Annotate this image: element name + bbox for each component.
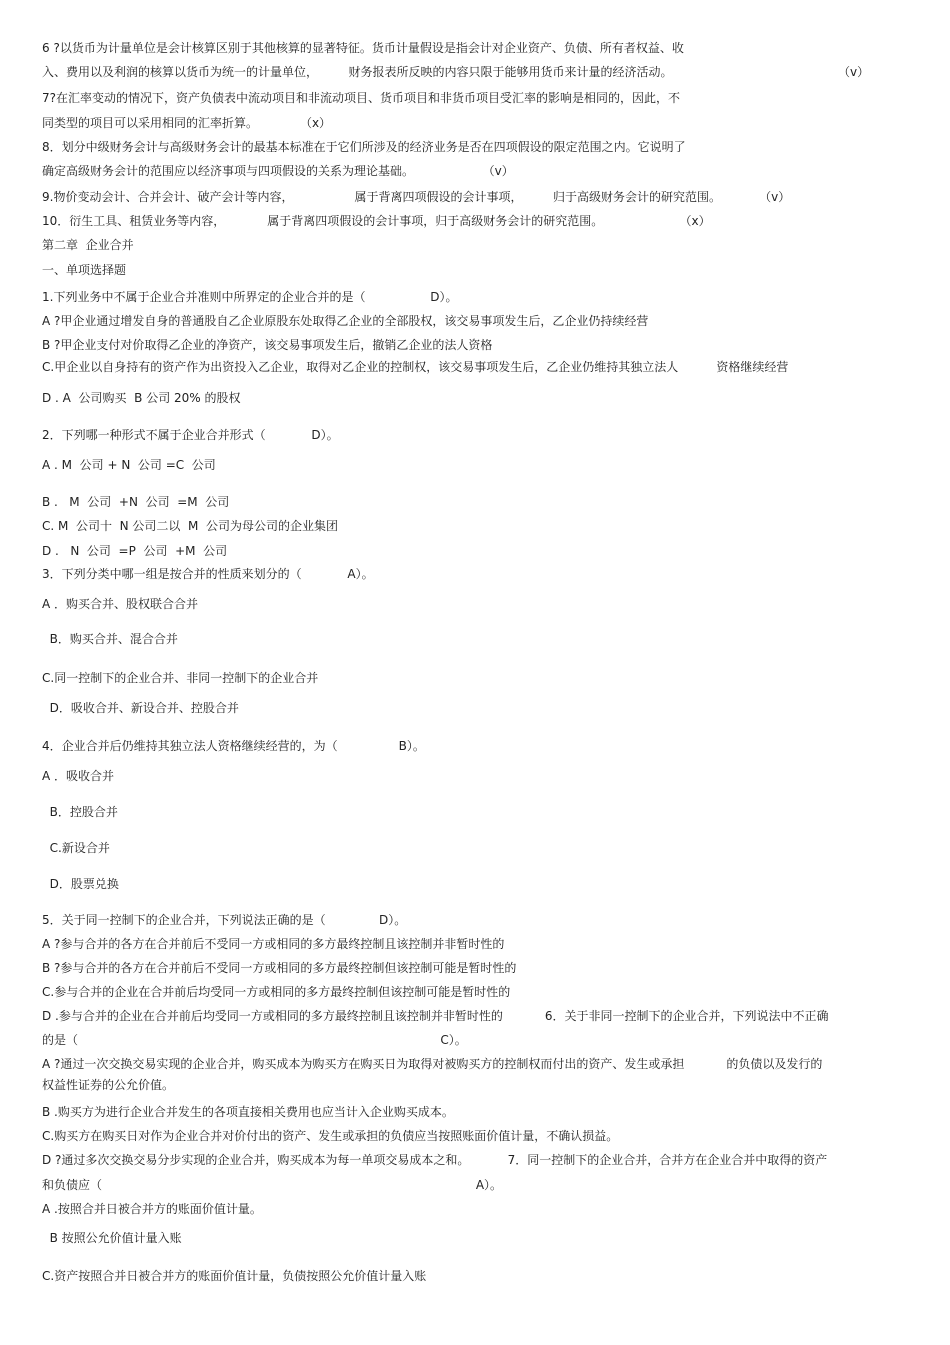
text-line: 入、费用以及利润的核算以货币为统一的计量单位， 财务报表所反映的内容只限于能够用货币来计量的经济活动。 <box>42 65 673 79</box>
text-line: A . M 公司 + N 公司 =C 公司 <box>42 458 216 472</box>
answer-q6: （ⅴ） <box>838 65 870 79</box>
text-line: A ?甲企业通过增发自身的普通股自乙企业原股东处取得乙企业的全部股权，该交易事项发生后，乙企业仍持续经营 <box>42 314 649 328</box>
text-line: C.参与合并的企业在合并前后均受同一方或相同的多方最终控制但该控制可能是暂时性的 <box>42 985 511 999</box>
text-line: B . M 公司 +N 公司 =M 公司 <box>42 495 230 509</box>
text-line: 3．下列分类中哪一组是按合并的性质来划分的（ A）。 <box>42 567 374 581</box>
text-line: 6 ?以货币为计量单位是会计核算区别于其他核算的显著特征。货币计量假设是指会计对企业资产、负债、所有者权益、收 <box>42 41 684 55</box>
text-line: B．控股合并 <box>42 805 118 819</box>
text-line: 4．企业合并后仍维持其独立法人资格继续经营的，为（ B）。 <box>42 739 425 753</box>
text-line: D . A 公司购买 B 公司 20% 的股权 <box>42 391 241 405</box>
text-line: C.同一控制下的企业合并、非同一控制下的企业合并 <box>42 671 319 685</box>
text-line: A .按照合并日被合并方的账面价值计量。 <box>42 1202 262 1216</box>
text-line: 同类型的项目可以采用相同的汇率折算。 （x） <box>42 116 332 130</box>
text-line: 9.物价变动会计、合并会计、破产会计等内容， 属于背离四项假设的会计事项， 归于高级财务会计的研究范围。 （ⅴ） <box>42 190 791 204</box>
text-line: D .参与合并的企业在合并前后均受同一方或相同的多方最终控制且该控制并非暂时性的 6．关于非同一控制下的企业合并，下列说法中不正确 <box>42 1009 829 1023</box>
text-line: 8．划分中级财务会计与高级财务会计的最基本标准在于它们所涉及的经济业务是否在四项假设的限定范围之内。它说明了 <box>42 140 686 154</box>
text-line: C.甲企业以自身持有的资产作为出资投入乙企业，取得对乙企业的控制权，该交易事项发生后，乙企业仍维持其独立法人 资格继续经营 <box>42 360 789 374</box>
text-line: C.购买方在购买日对作为企业合并对价付出的资产、发生或承担的负债应当按照账面价值计量，不确认损益。 <box>42 1129 619 1143</box>
text-line: 2．下列哪一种形式不属于企业合并形式（ D）。 <box>42 428 339 442</box>
text-line: A ?参与合并的各方在合并前后不受同一方或相同的多方最终控制且该控制并非暂时性的 <box>42 937 505 951</box>
text-line: 5．关于同一控制下的企业合并，下列说法正确的是（ D）。 <box>42 913 407 927</box>
text-line: B .购买方为进行企业合并发生的各项直接相关费用也应当计入企业购买成本。 <box>42 1105 454 1119</box>
text-line: 10．衍生工具、租赁业务等内容， 属于背离四项假设的会计事项，归于高级财务会计的研究范围。 （x） <box>42 214 711 228</box>
text-line: C.资产按照合并日被合并方的账面价值计量，负债按照公允价值计量入账 <box>42 1269 427 1283</box>
text-line: B．购买合并、混合合并 <box>42 632 178 646</box>
text-line: A ．吸收合并 <box>42 769 115 783</box>
text-line: 和负债应（ A）。 <box>42 1178 503 1192</box>
text-line: 7?在汇率变动的情况下，资产负债表中流动项目和非流动项目、货币项目和非货币项目受汇率的影响是相同的，因此，不 <box>42 91 681 105</box>
text-line: D ?通过多次交换交易分步实现的企业合并，购买成本为每一单项交易成本之和。 7．同一控制下的企业合并，合并方在企业合并中取得的资产 <box>42 1153 828 1167</box>
text-line: 权益性证券的公允价值。 <box>42 1078 175 1092</box>
text-line: 确定高级财务会计的范围应以经济事项与四项假设的关系为理论基础。 （ⅴ） <box>42 164 514 178</box>
text-line: 第二章 企业合并 <box>42 238 134 252</box>
text-line: B 按照公允价值计量入账 <box>42 1231 182 1245</box>
text-line: A ?通过一次交换交易实现的企业合并，购买成本为购买方在购买日为取得对被购买方的控制权而付出的资产、发生或承担 的负债以及发行的 <box>42 1057 823 1071</box>
text-line: B ?甲企业支付对价取得乙企业的净资产，该交易事项发生后，撤销乙企业的法人资格 <box>42 338 493 352</box>
text-line: A ．购买合并、股权联合合并 <box>42 597 199 611</box>
text-line: D．吸收合并、新设合并、控股合并 <box>42 701 239 715</box>
text-line: D . N 公司 =P 公司 +M 公司 <box>42 544 228 558</box>
text-line: C.新设合并 <box>42 841 110 855</box>
text-line: C. M 公司十 N 公司二以 M 公司为母公司的企业集团 <box>42 519 339 533</box>
text-line: D．股票兑换 <box>42 877 119 891</box>
text-line: 1.下列业务中不属于企业合并准则中所界定的企业合并的是（ D）。 <box>42 290 458 304</box>
text-line: 一、单项选择题 <box>42 263 127 277</box>
text-line: B ?参与合并的各方在合并前后不受同一方或相同的多方最终控制但该控制可能是暂时性的 <box>42 961 517 975</box>
text-line: 的是（ C）。 <box>42 1033 467 1047</box>
